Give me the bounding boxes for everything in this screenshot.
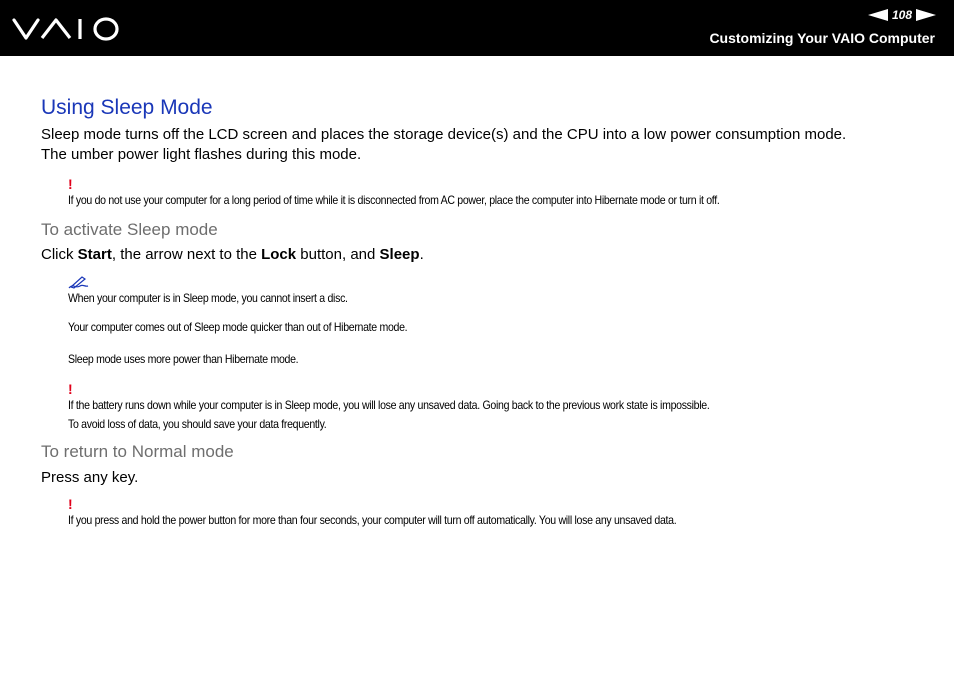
vaio-logo [12, 14, 122, 44]
activate-instruction [41, 245, 921, 265]
note-2: Your computer comes out of Sleep mode quicker than out of Hibernate mode. [68, 320, 408, 334]
section-title: Customizing Your VAIO Computer [709, 30, 935, 46]
warning-text: If you do not use your computer for a long period of time while it is disconnected from AC power, place the computer into Hibernate mode or turn it off. [68, 193, 720, 207]
notes-block [68, 275, 921, 369]
subheading-return: To return to Normal mode [41, 442, 234, 461]
previous-page-icon[interactable] [868, 9, 888, 21]
instruction-text: button, and [296, 246, 380, 263]
warning-icon: ! [68, 381, 73, 397]
intro-line-2: The umber power light flashes during this mode. [41, 146, 362, 163]
warning-note-1 [68, 177, 921, 210]
next-page-icon[interactable] [916, 9, 936, 21]
start-term: Start [77, 246, 112, 263]
warning-note-3 [68, 497, 921, 530]
intro-paragraph [41, 125, 921, 165]
instruction-text: Click [41, 246, 78, 263]
pencil-note-icon [68, 275, 90, 289]
warning-note-2 [68, 382, 921, 434]
instruction-text: . [419, 246, 424, 263]
page-content [41, 95, 921, 530]
warning-text: If you press and hold the power button for more than four seconds, your computer will turn off automatically. You will lose any unsaved data. [68, 513, 677, 527]
warning-text-line-2: To avoid loss of data, you should save your data frequently. [68, 417, 327, 431]
lock-term: Lock [261, 246, 297, 263]
intro-line-1: Sleep mode turns off the LCD screen and places the storage device(s) and the CPU into a low power consumption mode. [41, 126, 847, 143]
note-3: Sleep mode uses more power than Hibernate mode. [68, 352, 299, 366]
page-header [0, 0, 954, 56]
page-navigation [868, 7, 936, 23]
return-instruction: Press any key. [41, 469, 139, 486]
note-1: When your computer is in Sleep mode, you cannot insert a disc. [68, 291, 348, 305]
page-number: 108 [891, 8, 912, 22]
warning-icon: ! [68, 176, 73, 192]
warning-text-line-1: If the battery runs down while your computer is in Sleep mode, you will lose any unsaved data. Going back to the previous work state is impossible. [68, 398, 710, 412]
page-title: Using Sleep Mode [41, 96, 213, 119]
subheading-activate: To activate Sleep mode [41, 220, 218, 239]
warning-icon: ! [68, 496, 73, 512]
instruction-text: , the arrow next to the [111, 246, 262, 263]
sleep-term: Sleep [379, 246, 420, 263]
